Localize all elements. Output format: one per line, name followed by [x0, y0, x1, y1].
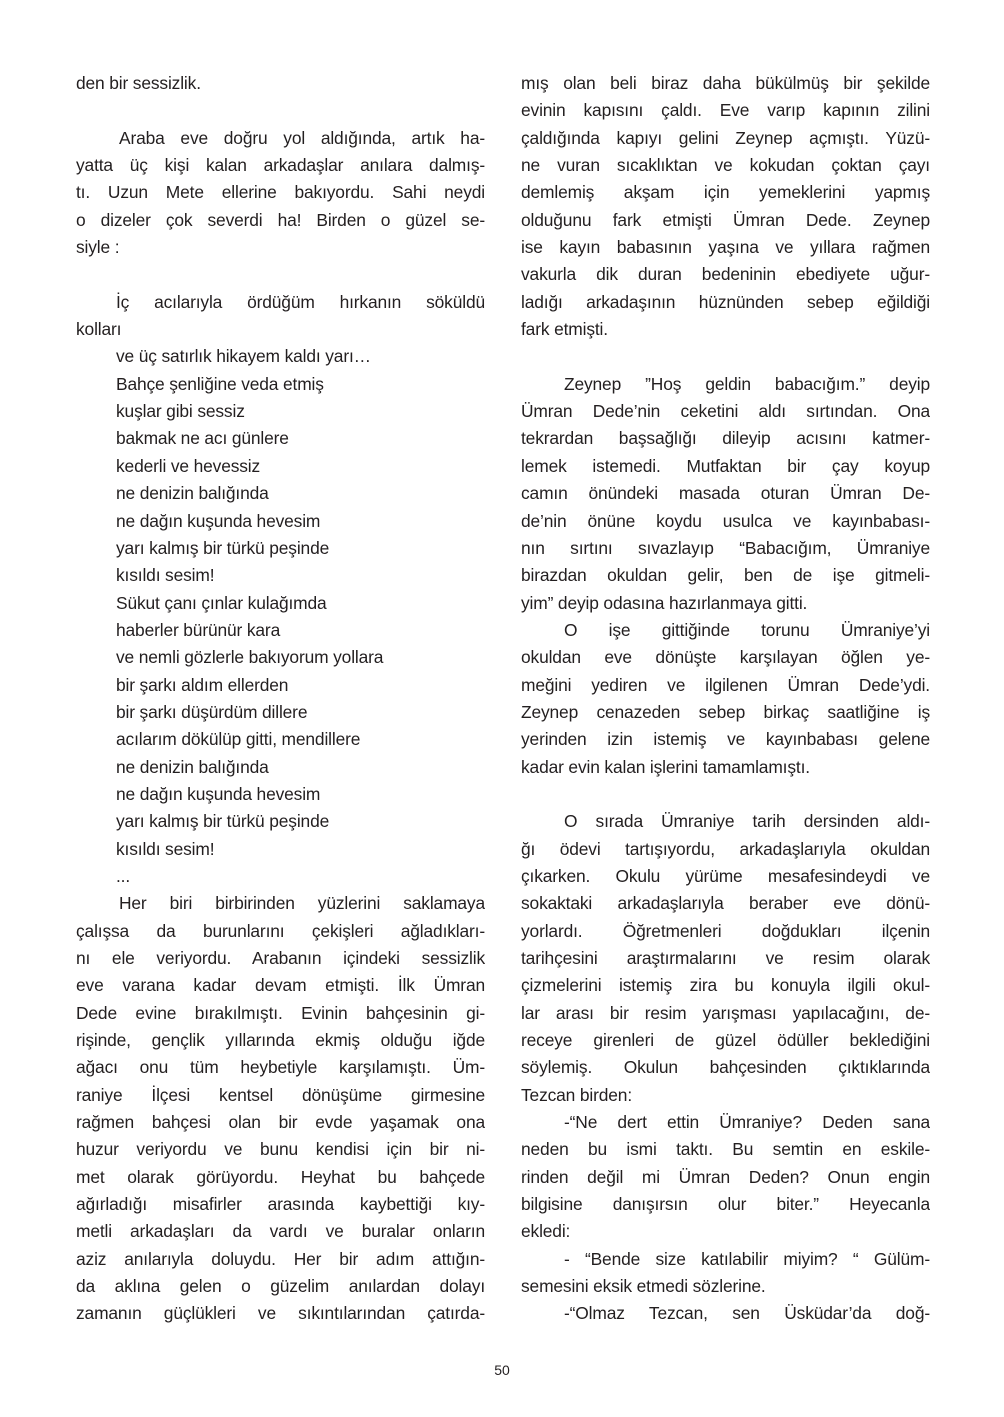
text-line: receye girenleri de güzel ödüller beklediğini: [521, 1030, 930, 1051]
poem-line: ne dağın kuşunda hevesim: [116, 510, 321, 531]
text-line: siyle :: [76, 237, 120, 258]
text-line: ladığı arkadaşının hüznünden sebep eğildiği: [521, 291, 930, 312]
poem-line: kısıldı sesim!: [116, 565, 215, 586]
text-line: yim” deyip odasına hazırlanmaya gitti.: [521, 592, 808, 613]
poem-line: bakmak ne acı günlere: [116, 428, 289, 449]
blank-line: [521, 343, 930, 370]
text-line: ekledi:: [521, 1221, 571, 1242]
text-line: Ümran Dede’nin ceketini aldı sırtından. Ona: [521, 401, 930, 422]
text-line: yerinden izin istemiş ve kayınbabası gelene: [521, 729, 930, 750]
text-line: met olarak görüyordu. Heyhat bu bahçede: [76, 1166, 485, 1187]
text-line: çıkarken. Okulu yürüme mesafesindeydi ve: [521, 865, 930, 886]
text-line: birazdan okuldan gelir, ben de işe gitmeli-: [521, 565, 930, 586]
text-line: aziz anılarıyla doluydu. Her bir adım attığın-: [76, 1248, 485, 1269]
blank-line: [76, 261, 485, 288]
text-line: ne vuran sıcaklıktan ve kokudan çoktan çayı: [521, 155, 930, 176]
poem-line: ne denizin balığında: [116, 483, 269, 504]
text-line: lar arası bir resim yarışması yapılacağını, de-: [521, 1002, 930, 1023]
text-line: rişinde, gençlik yıllarında ekmiş olduğu iğde: [76, 1030, 485, 1051]
text-line: o dizeler çok severdi ha! Birden o güzel se-: [76, 209, 485, 230]
text-line: -“Olmaz Tezcan, sen Üsküdar’da doğ-: [564, 1303, 930, 1324]
poem-line: ne denizin balığında: [116, 756, 269, 777]
blank-line: [521, 781, 930, 808]
poem-line: Sükut çanı çınlar kulağımda: [116, 592, 327, 613]
text-line: nı ele veriyordu. Arabanın içindeki sessizlik: [76, 948, 485, 968]
text-line: Her biri birbirinden yüzlerini saklamaya: [119, 893, 485, 914]
text-line: raniye İlçesi kentsel dönüşüme girmesine: [76, 1084, 485, 1105]
text-line: nın sırtını sıvazlayıp “Babacığım, Ümraniye: [521, 537, 930, 558]
text-line: çaldığında kapıyı gelini Zeynep açmıştı. Yüzü-: [521, 127, 930, 148]
text-line: çalışsa da burunlarını çekişleri ağladıkları-: [76, 920, 485, 941]
text-line: semesini eksik etmedi sözlerine.: [521, 1276, 766, 1297]
text-line: demlemiş akşam için yemeklerini yapmış: [521, 182, 930, 203]
text-line: ağacı onu tüm heybetiyle karşılamıştı. Üm-: [76, 1057, 485, 1078]
text-line: tekrardan başsağlığı dileyip acısını katmer-: [521, 428, 930, 449]
blank-line: [76, 97, 485, 124]
text-line: huzur veriyordu ve bunu kendisi için bir ni-: [76, 1139, 485, 1160]
text-line: yorlardı. Öğretmenleri doğdukları ilçenin: [521, 920, 930, 941]
poem-line: bir şarkı düşürdüm dillere: [116, 701, 308, 722]
text-line: da aklına gelen o güzelim anılardan dolayı: [76, 1276, 485, 1297]
poem-line: ne dağın kuşunda hevesim: [116, 783, 321, 804]
text-line: camın önündeki masada oturan Ümran De-: [521, 483, 930, 504]
left-text-column: [76, 70, 485, 1328]
text-line: Zeynep cenazeden sebep birkaç saatliğine iş: [521, 701, 930, 722]
poem-line: kuşlar gibi sessiz: [116, 401, 245, 422]
poem-line: yarı kalmış bir türkü peşinde: [116, 811, 330, 832]
text-line: ağırladığı misafirler arasında kaybettiği kıy-: [76, 1194, 485, 1215]
text-line: O işe gittiğinde torunu Ümraniye’yi: [564, 619, 930, 640]
text-line: ğı ödevi tartışıyordu, arkadaşlarıyla okuldan: [521, 838, 930, 859]
text-line: fark etmişti.: [521, 319, 608, 340]
text-line: rinden değil mi Ümran Deden? Onun engin: [521, 1166, 930, 1187]
text-line: eve varana kadar devam etmişti. İlk Ümran: [76, 975, 485, 996]
text-line: Araba eve doğru yol aldığında, artık ha-: [119, 127, 485, 148]
text-line: zamanın güçlükleri ve sıkıntılarından çatırda-: [76, 1303, 485, 1324]
text-line: metli arkadaşları da vardı ve buralar onların: [76, 1221, 485, 1242]
poem-line: kısıldı sesim!: [116, 838, 215, 859]
text-line: den bir sessizlik.: [76, 73, 201, 93]
text-line: tı. Uzun Mete ellerine bakıyordu. Sahi neydi: [76, 182, 485, 203]
text-line: - “Bende size katılabilir miyim? “ Gülüm-: [564, 1248, 930, 1269]
text-line: söylemiş. Okulun bahçesinden çıktıklarında: [521, 1057, 930, 1078]
page-number: 50: [494, 1362, 510, 1378]
text-line: Dede evine bırakılmıştı. Evinin bahçesinin gi-: [76, 1002, 485, 1023]
text-line: vakurla dik duran bedeninin ebediyete uğur-: [521, 264, 930, 285]
text-line: neden bu ismi taktı. Bu semtin en eskile-: [521, 1139, 930, 1160]
text-line: kadar evin kalan işlerini tamamlamıştı.: [521, 756, 810, 777]
right-text-column: [521, 70, 930, 1328]
poem-line: ve nemli gözlerle bakıyorum yollara: [116, 647, 384, 668]
text-line: çizmelerini istemiş zira bu konuyla ilgili okul-: [521, 975, 930, 996]
poem-line: Bahçe şenliğine veda etmiş: [116, 373, 324, 394]
text-line: evinin kapısını çaldı. Eve varıp kapının zilini: [521, 100, 930, 121]
text-line: ise kayın babasının yaşına ve yıllara rağmen: [521, 237, 930, 258]
text-line: de’nin önüne koydu usulca ve kayınbabası-: [521, 510, 930, 531]
text-line: mış olan beli biraz daha bükülmüş bir şekilde: [521, 73, 930, 93]
text-line: Tezcan birden:: [521, 1084, 633, 1105]
poem-line: ...: [116, 865, 131, 886]
poem-line: acılarım dökülüp gitti, mendillere: [116, 729, 361, 750]
text-line: olduğunu fark etmişti Ümran Dede. Zeynep: [521, 209, 930, 230]
text-line: okuldan eve dönüşte karşılayan öğlen ye-: [521, 647, 930, 668]
poem-line: ve üç satırlık hikayem kaldı yarı…: [116, 346, 371, 367]
poem-line: bir şarkı aldım ellerden: [116, 674, 289, 695]
text-line: meğini yediren ve ilgilenen Ümran Dede’ydi.: [521, 674, 930, 695]
poem-line: yarı kalmış bir türkü peşinde: [116, 537, 330, 558]
text-line: yatta üç kişi kalan arkadaşlar anılara dalmış-: [76, 155, 485, 176]
text-line: bilgisine danışırsın olur biter.” Heyecanla: [521, 1194, 930, 1215]
text-line: sokaktaki arkadaşlarıyla beraber eve dönü-: [521, 893, 930, 914]
text-line: tarihçesini araştırmalarını ve resim olarak: [521, 948, 930, 968]
text-line: -“Ne dert ettin Ümraniye? Deden sana: [564, 1112, 930, 1133]
text-line: rağmen bahçesi olan bir evde yaşamak ona: [76, 1112, 485, 1133]
poem-line: haberler bürünür kara: [116, 619, 281, 640]
text-line: lemek istemedi. Mutfaktan bir çay koyup: [521, 455, 930, 476]
text-line: kolları: [76, 319, 122, 340]
poem-line: İç acılarıyla ördüğüm hırkanın söküldü: [116, 291, 485, 312]
text-line: Zeynep ”Hoş geldin babacığım.” deyip: [564, 373, 930, 394]
text-line: O sırada Ümraniye tarih dersinden aldı-: [564, 811, 930, 832]
poem-line: kederli ve hevessiz: [116, 455, 261, 476]
